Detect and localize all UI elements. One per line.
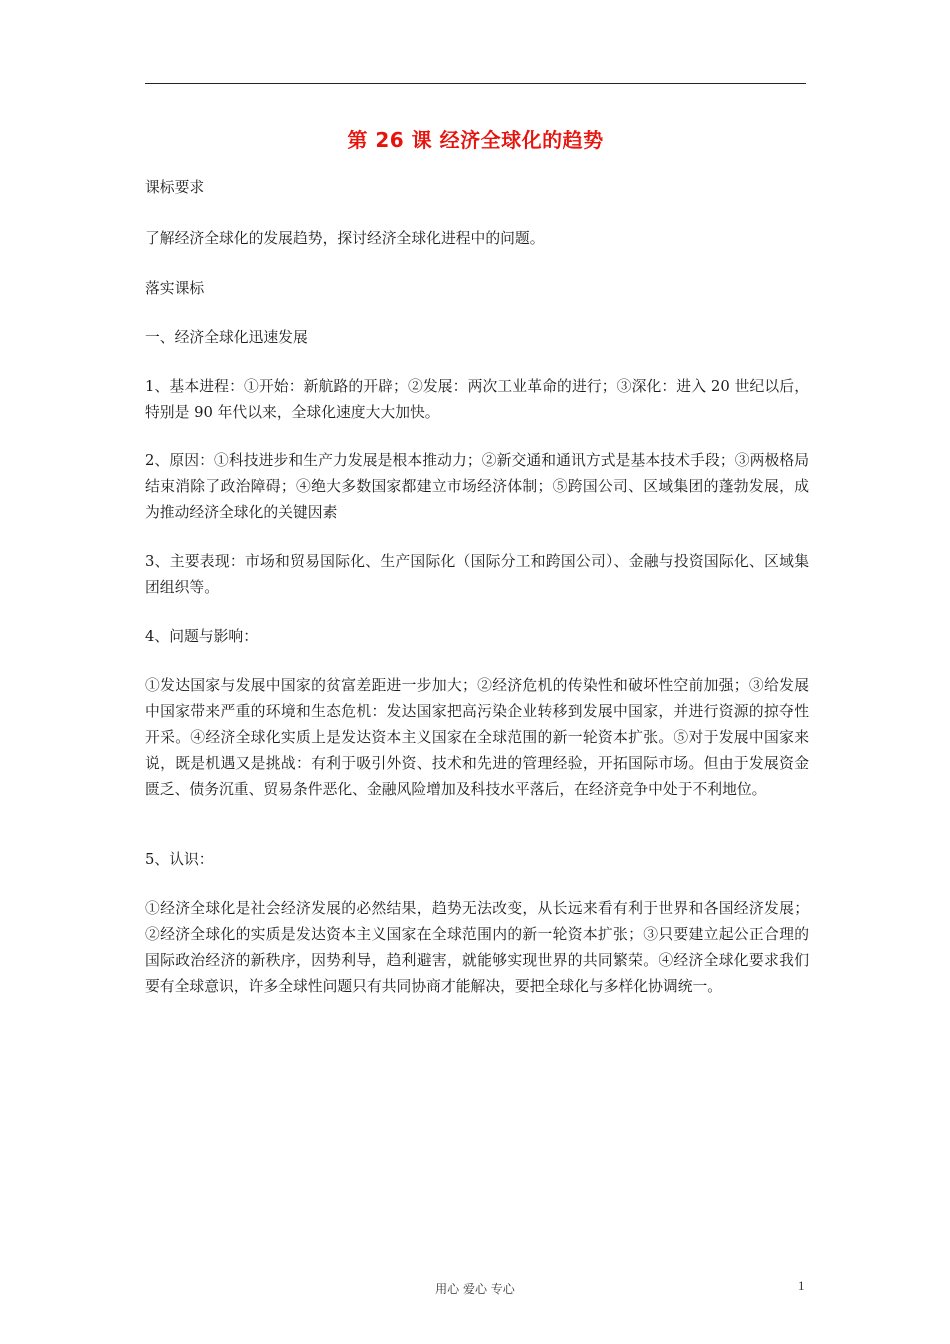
item-understanding-text: ①经济全球化是社会经济发展的必然结果，趋势无法改变，从长远来看有利于世界和各国经济发展；②经济全球化的实质是发达资本主义国家在全球范围内的新一轮资本扩张；③只要建立起公正合理的国际政治经济的新秩序，因势利导，趋利避害，就能够实现世界的共同繁荣。④经济全球化要求我们要有全球意识，许多全球性问题只有共同协商才能解决，要把全球化与多样化协调统一。 <box>145 900 809 995</box>
item-basic-process: 1、基本进程：①开始：新航路的开辟；②发展：两次工业革命的进行；③深化：进入 20 世纪以后，特别是 90 年代以来，全球化速度大大加快。 <box>145 378 809 421</box>
header-rule <box>145 83 806 84</box>
part-one-heading: 一、经济全球化迅速发展 <box>145 329 308 346</box>
item-understanding-heading: 5、认识： <box>145 851 214 868</box>
item-causes: 2、原因：①科技进步和生产力发展是根本推动力；②新交通和通讯方式是基本技术手段；③两极格局结束消除了政治障碍；④绝大多数国家都建立市场经济体制；⑤跨国公司、区域集团的蓬勃发展，成为推动经济全球化的关键因素 <box>145 452 809 521</box>
heading-luoshi-kebiao: 落实课标 <box>145 280 205 297</box>
lesson-title: 第 26 课 经济全球化的趋势 <box>347 128 604 152</box>
item-problems-heading: 4、问题与影响： <box>145 628 258 645</box>
item-problems-text: ①发达国家与发展中国家的贫富差距进一步加大；②经济危机的传染性和破坏性空前加强；③给发展中国家带来严重的环境和生态危机：发达国家把高污染企业转移到发展中国家，并进行资源的掠夺性开采。④经济全球化实质上是发达资本主义国家在全球范围的新一轮资本扩张。⑤对于发展中国家来说，既是机遇又是挑战：有利于吸引外资、技术和先进的管理经验，开拓国际市场。但由于发展资金匮乏、债务沉重、贸易条件恶化、金融风险增加及科技水平落后，在经济竞争中处于不利地位。 <box>145 677 809 798</box>
footer-motto: 用心 爱心 专心 <box>435 1282 515 1296</box>
heading-kebiao-yaoqiu: 课标要求 <box>145 179 205 196</box>
page-number: 1 <box>798 1278 805 1293</box>
item-main-manifestations: 3、主要表现：市场和贸易国际化、生产国际化（国际分工和跨国公司）、金融与投资国际化、区域集团组织等。 <box>145 553 809 596</box>
kebiao-yaoqiu-text: 了解经济全球化的发展趋势，探讨经济全球化进程中的问题。 <box>145 230 545 247</box>
